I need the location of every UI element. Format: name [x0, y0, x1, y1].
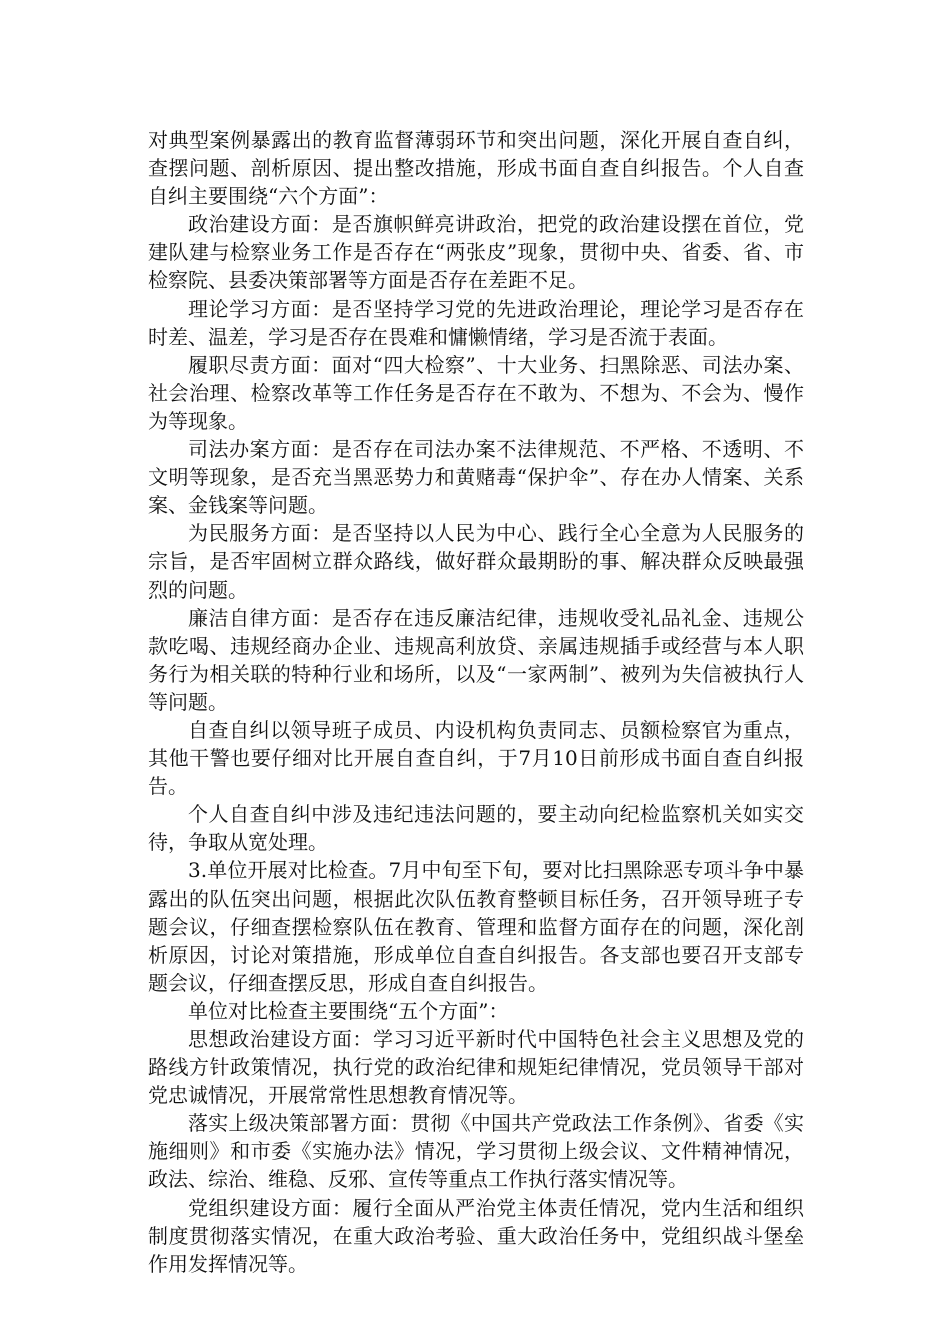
paragraph: 自查自纠以领导班子成员、内设机构负责同志、员额检察官为重点，其他干警也要仔细对比开展自查自纠，于7月10日前形成书面自查自纠报告。: [148, 717, 804, 799]
paragraph: 为民服务方面：是否坚持以人民为中心、践行全心全意为人民服务的宗旨，是否牢固树立群众路线，做好群众最期盼的事、解决群众反映最强烈的问题。: [148, 521, 804, 602]
paragraph: 政治建设方面：是否旗帜鲜亮讲政治，把党的政治建设摆在首位，党建队建与检察业务工作是否存在“两张皮”现象，贯彻中央、省委、省、市检察院、县委决策部署等方面是否存在差距不足。: [148, 212, 804, 293]
paragraph: 履职尽责方面：面对“四大检察”、十大业务、扫黑除恶、司法办案、社会治理、检察改革等工作任务是否存在不敢为、不想为、不会为、慢作为等现象。: [148, 352, 804, 433]
paragraph: 单位对比检查主要围绕“五个方面”：: [188, 998, 509, 1023]
paragraph: 廉洁自律方面：是否存在违反廉洁纪律，违规收受礼品礼金、违规公款吃喝、违规经商办企业、违规高利放贷、亲属违规插手或经营与本人职务行为相关联的特种行业和场所，以及“一家两制”、被列为失信被执行人等问题。: [148, 605, 804, 714]
paragraph: 思想政治建设方面：学习习近平新时代中国特色社会主义思想及党的路线方针政策情况，执行党的政治纪律和规矩纪律情况，党员领导干部对党忠诚情况，开展常常性思想教育情况等。: [148, 1027, 804, 1108]
paragraph: 3.单位开展对比检查。7月中旬至下旬，要对比扫黑除恶专项斗争中暴露出的队伍突出问题，根据此次队伍教育整顿目标任务，召开领导班子专题会议，仔细查摆检察队伍在教育、管理和监督方面存在的问题，深化剖析原因，讨论对策措施，形成单位自查自纠报告。各支部也要召开支部专题会议，仔细查摆反思，形成自查自纠报告。: [148, 858, 804, 995]
paragraph: 司法办案方面：是否存在司法办案不法律规范、不严格、不透明、不文明等现象，是否充当黑恶势力和黄赌毒“保护伞”、存在办人情案、关系案、金钱案等问题。: [148, 437, 804, 518]
paragraph: 党组织建设方面：履行全面从严治党主体责任情况，党内生活和组织制度贯彻落实情况，在重大政治考验、重大政治任务中，党组织战斗堡垒作用发挥情况等。: [148, 1195, 804, 1276]
paragraph: 理论学习方面：是否坚持学习党的先进政治理论，理论学习是否存在时差、温差，学习是否存在畏难和慵懒情绪，学习是否流于表面。: [148, 296, 804, 349]
paragraph: 落实上级决策部署方面：贯彻《中国共产党政法工作条例》、省委《实施细则》和市委《实施办法》情况，学习贯彻上级会议、文件精神情况，政法、综治、维稳、反邪、宣传等重点工作执行落实情况等。: [148, 1111, 804, 1192]
paragraph: 个人自查自纠中涉及违纪违法问题的，要主动向纪检监察机关如实交待，争取从宽处理。: [148, 802, 804, 855]
document-body: [148, 126, 804, 1278]
paragraph: 对典型案例暴露出的教育监督薄弱环节和突出问题，深化开展自查自纠，查摆问题、剖析原因、提出整改措施，形成书面自查自纠报告。个人自查自纠主要围绕“六个方面”：: [148, 128, 804, 209]
